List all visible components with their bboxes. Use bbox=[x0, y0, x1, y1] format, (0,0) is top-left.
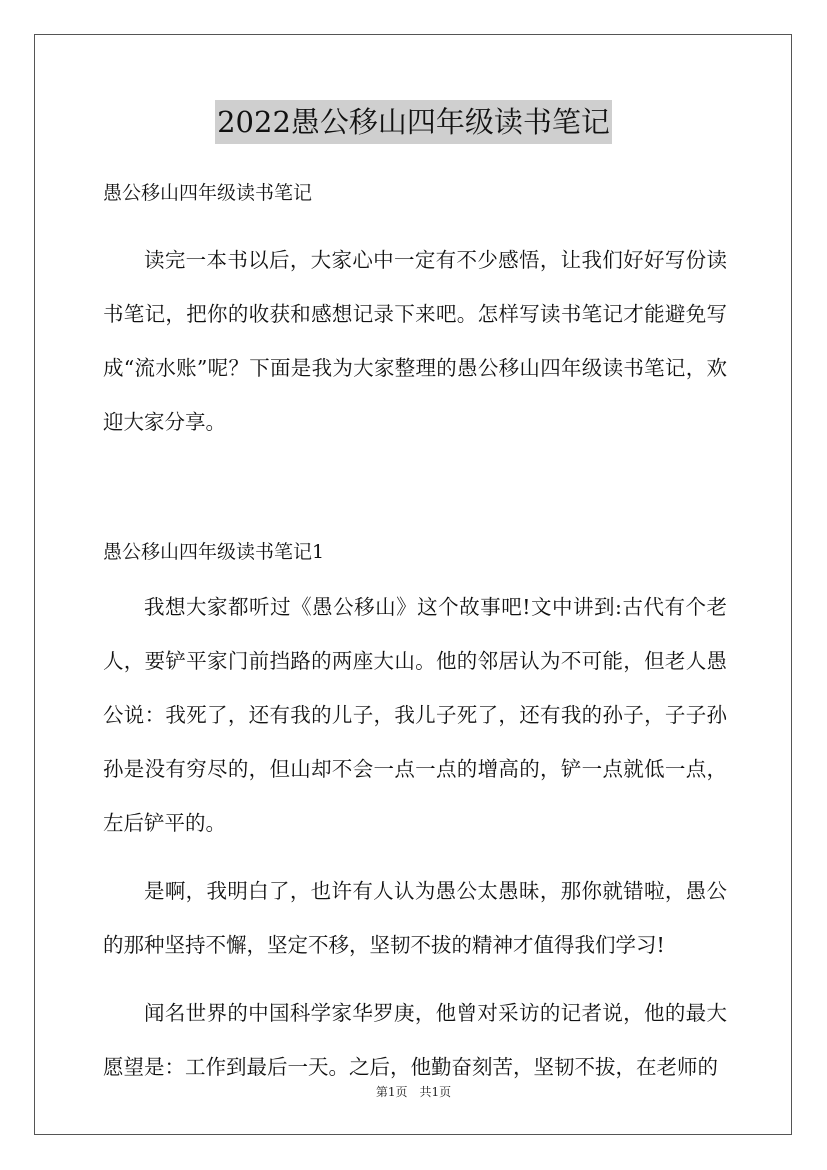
body-paragraph: 闻名世界的中国科学家华罗庚，他曾对采访的记者说，他的最大愿望是：工作到最后一天。之后，他勤奋刻苦，坚韧不拔，在老师的 bbox=[103, 1001, 727, 1079]
page-footer: 第1页 共1页 bbox=[375, 1085, 452, 1099]
document-body bbox=[103, 175, 727, 1094]
body-paragraph: 我想大家都听过《愚公移山》这个故事吧!文中讲到:古代有个老人，要铲平家门前挡路的两座大山。他的邻居认为不可能，但老人愚公说：我死了，还有我的儿子，我儿子死了，还有我的孙子，子子孙孙是没有穷尽的，但山却不会一点一点的增高的，铲一点就低一点，左后铲平的。 bbox=[103, 595, 727, 835]
intro-paragraph: 读完一本书以后，大家心中一定有不少感悟，让我们好好写份读书笔记，把你的收获和感想记录下来吧。怎样写读书笔记才能避免写成“流水账”呢？下面是我为大家整理的愚公移山四年级读书笔记，欢迎大家分享。 bbox=[103, 248, 727, 434]
title-container bbox=[0, 100, 827, 144]
section-heading: 愚公移山四年级读书笔记1 bbox=[103, 541, 325, 563]
body-paragraph: 是啊，我明白了，也许有人认为愚公太愚昧，那你就错啦，愚公的那种坚持不懈，坚定不移，坚韧不拔的精神才值得我们学习! bbox=[103, 879, 727, 957]
document-title: 2022愚公移山四年级读书笔记 bbox=[215, 100, 612, 144]
document-subtitle: 愚公移山四年级读书笔记 bbox=[103, 182, 313, 204]
